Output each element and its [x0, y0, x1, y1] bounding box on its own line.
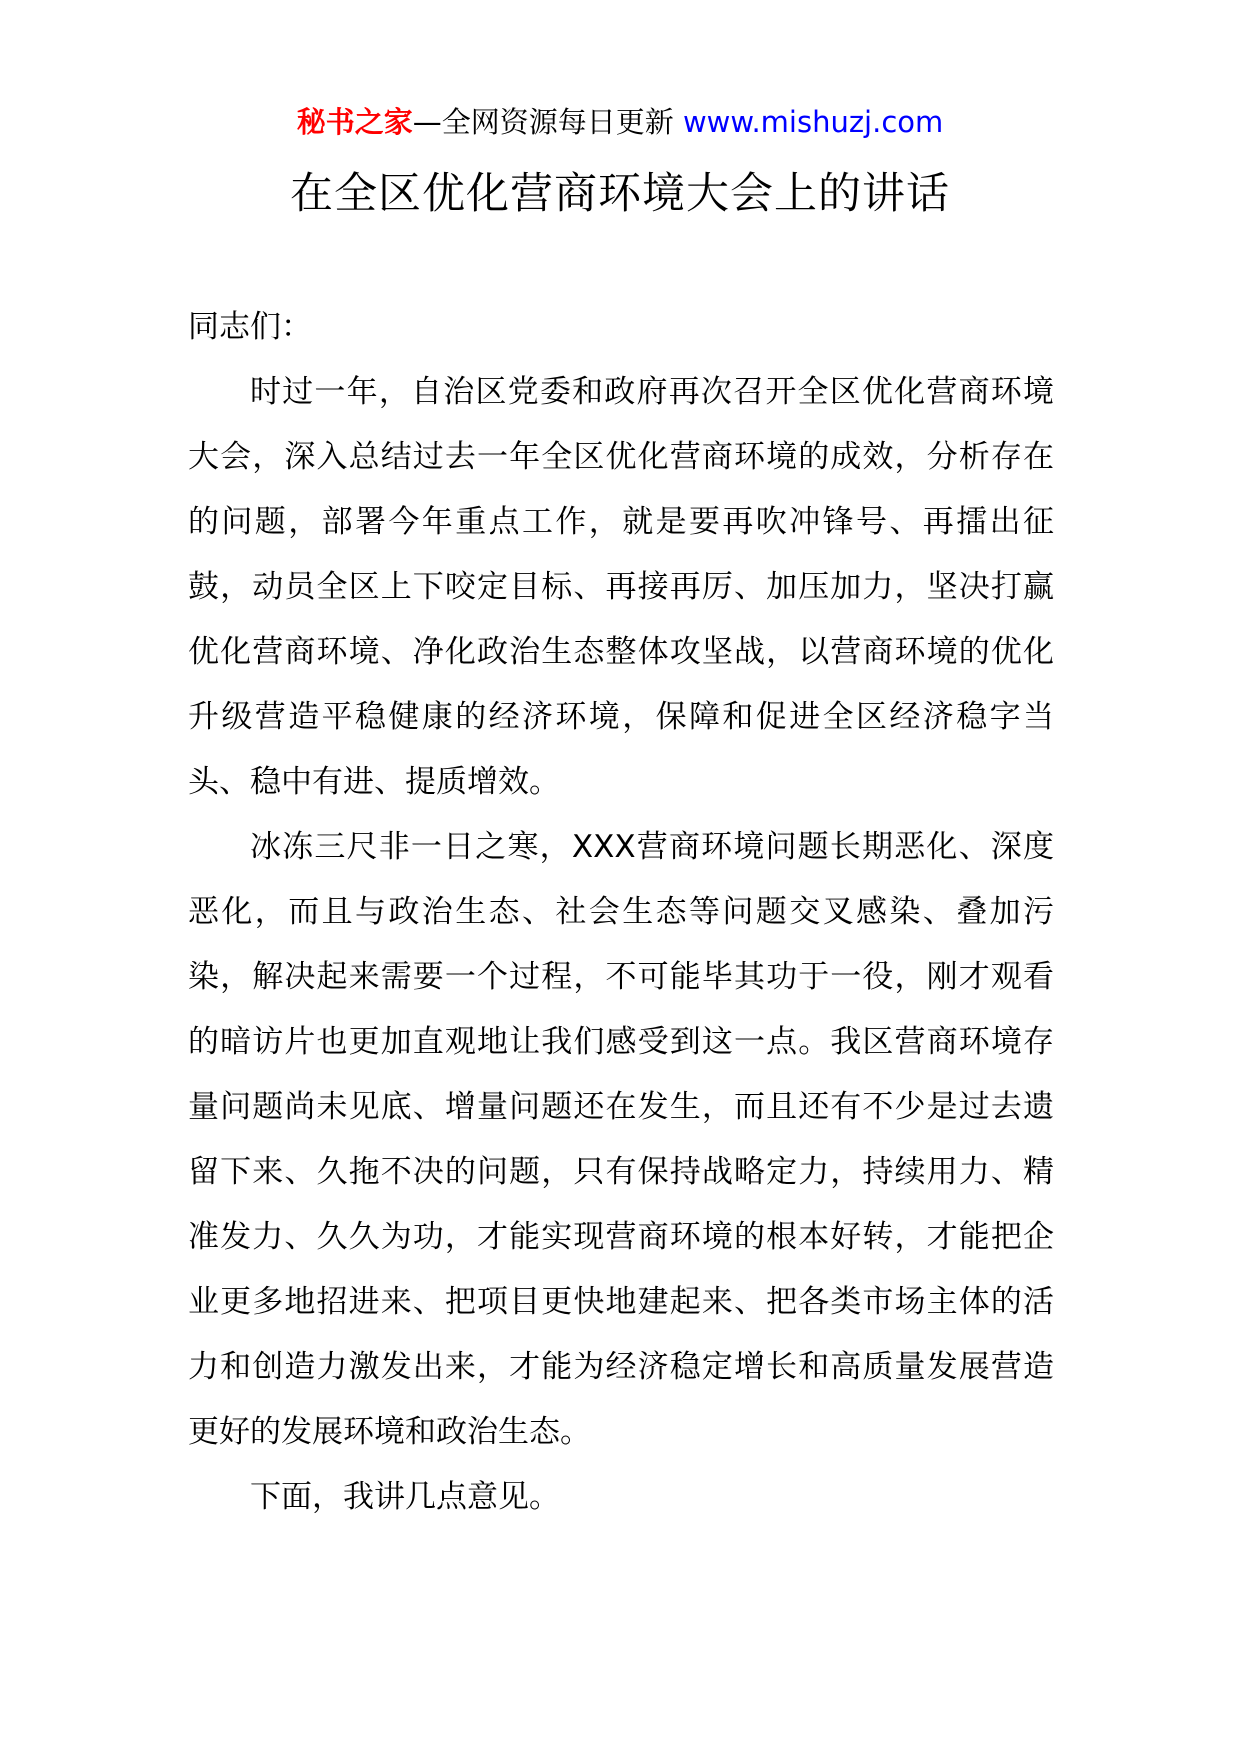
- site-tagline: —全网资源每日更新: [412, 105, 674, 139]
- site-brand: 秘书之家: [296, 105, 413, 139]
- site-url[interactable]: www.mishuzj.com: [682, 105, 944, 139]
- paragraph: 下面，我讲几点意见。: [250, 1479, 560, 1515]
- site-header: [0, 100, 1240, 144]
- document-title: 在全区优化营商环境大会上的讲话: [290, 169, 950, 219]
- paragraph: 冰冻三尺非一日之寒，XXX营商环境问题长期恶化、深度恶化，而且与政治生态、社会生态等问题交叉感染、叠加污染，解决起来需要一个过程，不可能毕其功于一役，刚才观看的暗访片也更加直观地让我们感受到这一点。我区营商环境存量问题尚未见底、增量问题还在发生，而且还有不少是过去遗留下来、久拖不决的问题，只有保持战略定力，持续用力、精准发力、久久为功，才能实现营商环境的根本好转，才能把企业更多地招进来、把项目更快地建起来、把各类市场主体的活力和创造力激发出来，才能为经济稳定增长和高质量发展营造更好的发展环境和政治生态。: [188, 829, 1054, 1450]
- salutation: 同志们：: [188, 309, 312, 345]
- document-body: [188, 295, 1054, 1530]
- paragraph: 时过一年，自治区党委和政府再次召开全区优化营商环境大会，深入总结过去一年全区优化营商环境的成效，分析存在的问题，部署今年重点工作，就是要再吹冲锋号、再擂出征鼓，动员全区上下咬定目标、再接再厉、加压加力，坚决打赢优化营商环境、净化政治生态整体攻坚战，以营商环境的优化升级营造平稳健康的经济环境，保障和促进全区经济稳字当头、稳中有进、提质增效。: [188, 374, 1054, 800]
